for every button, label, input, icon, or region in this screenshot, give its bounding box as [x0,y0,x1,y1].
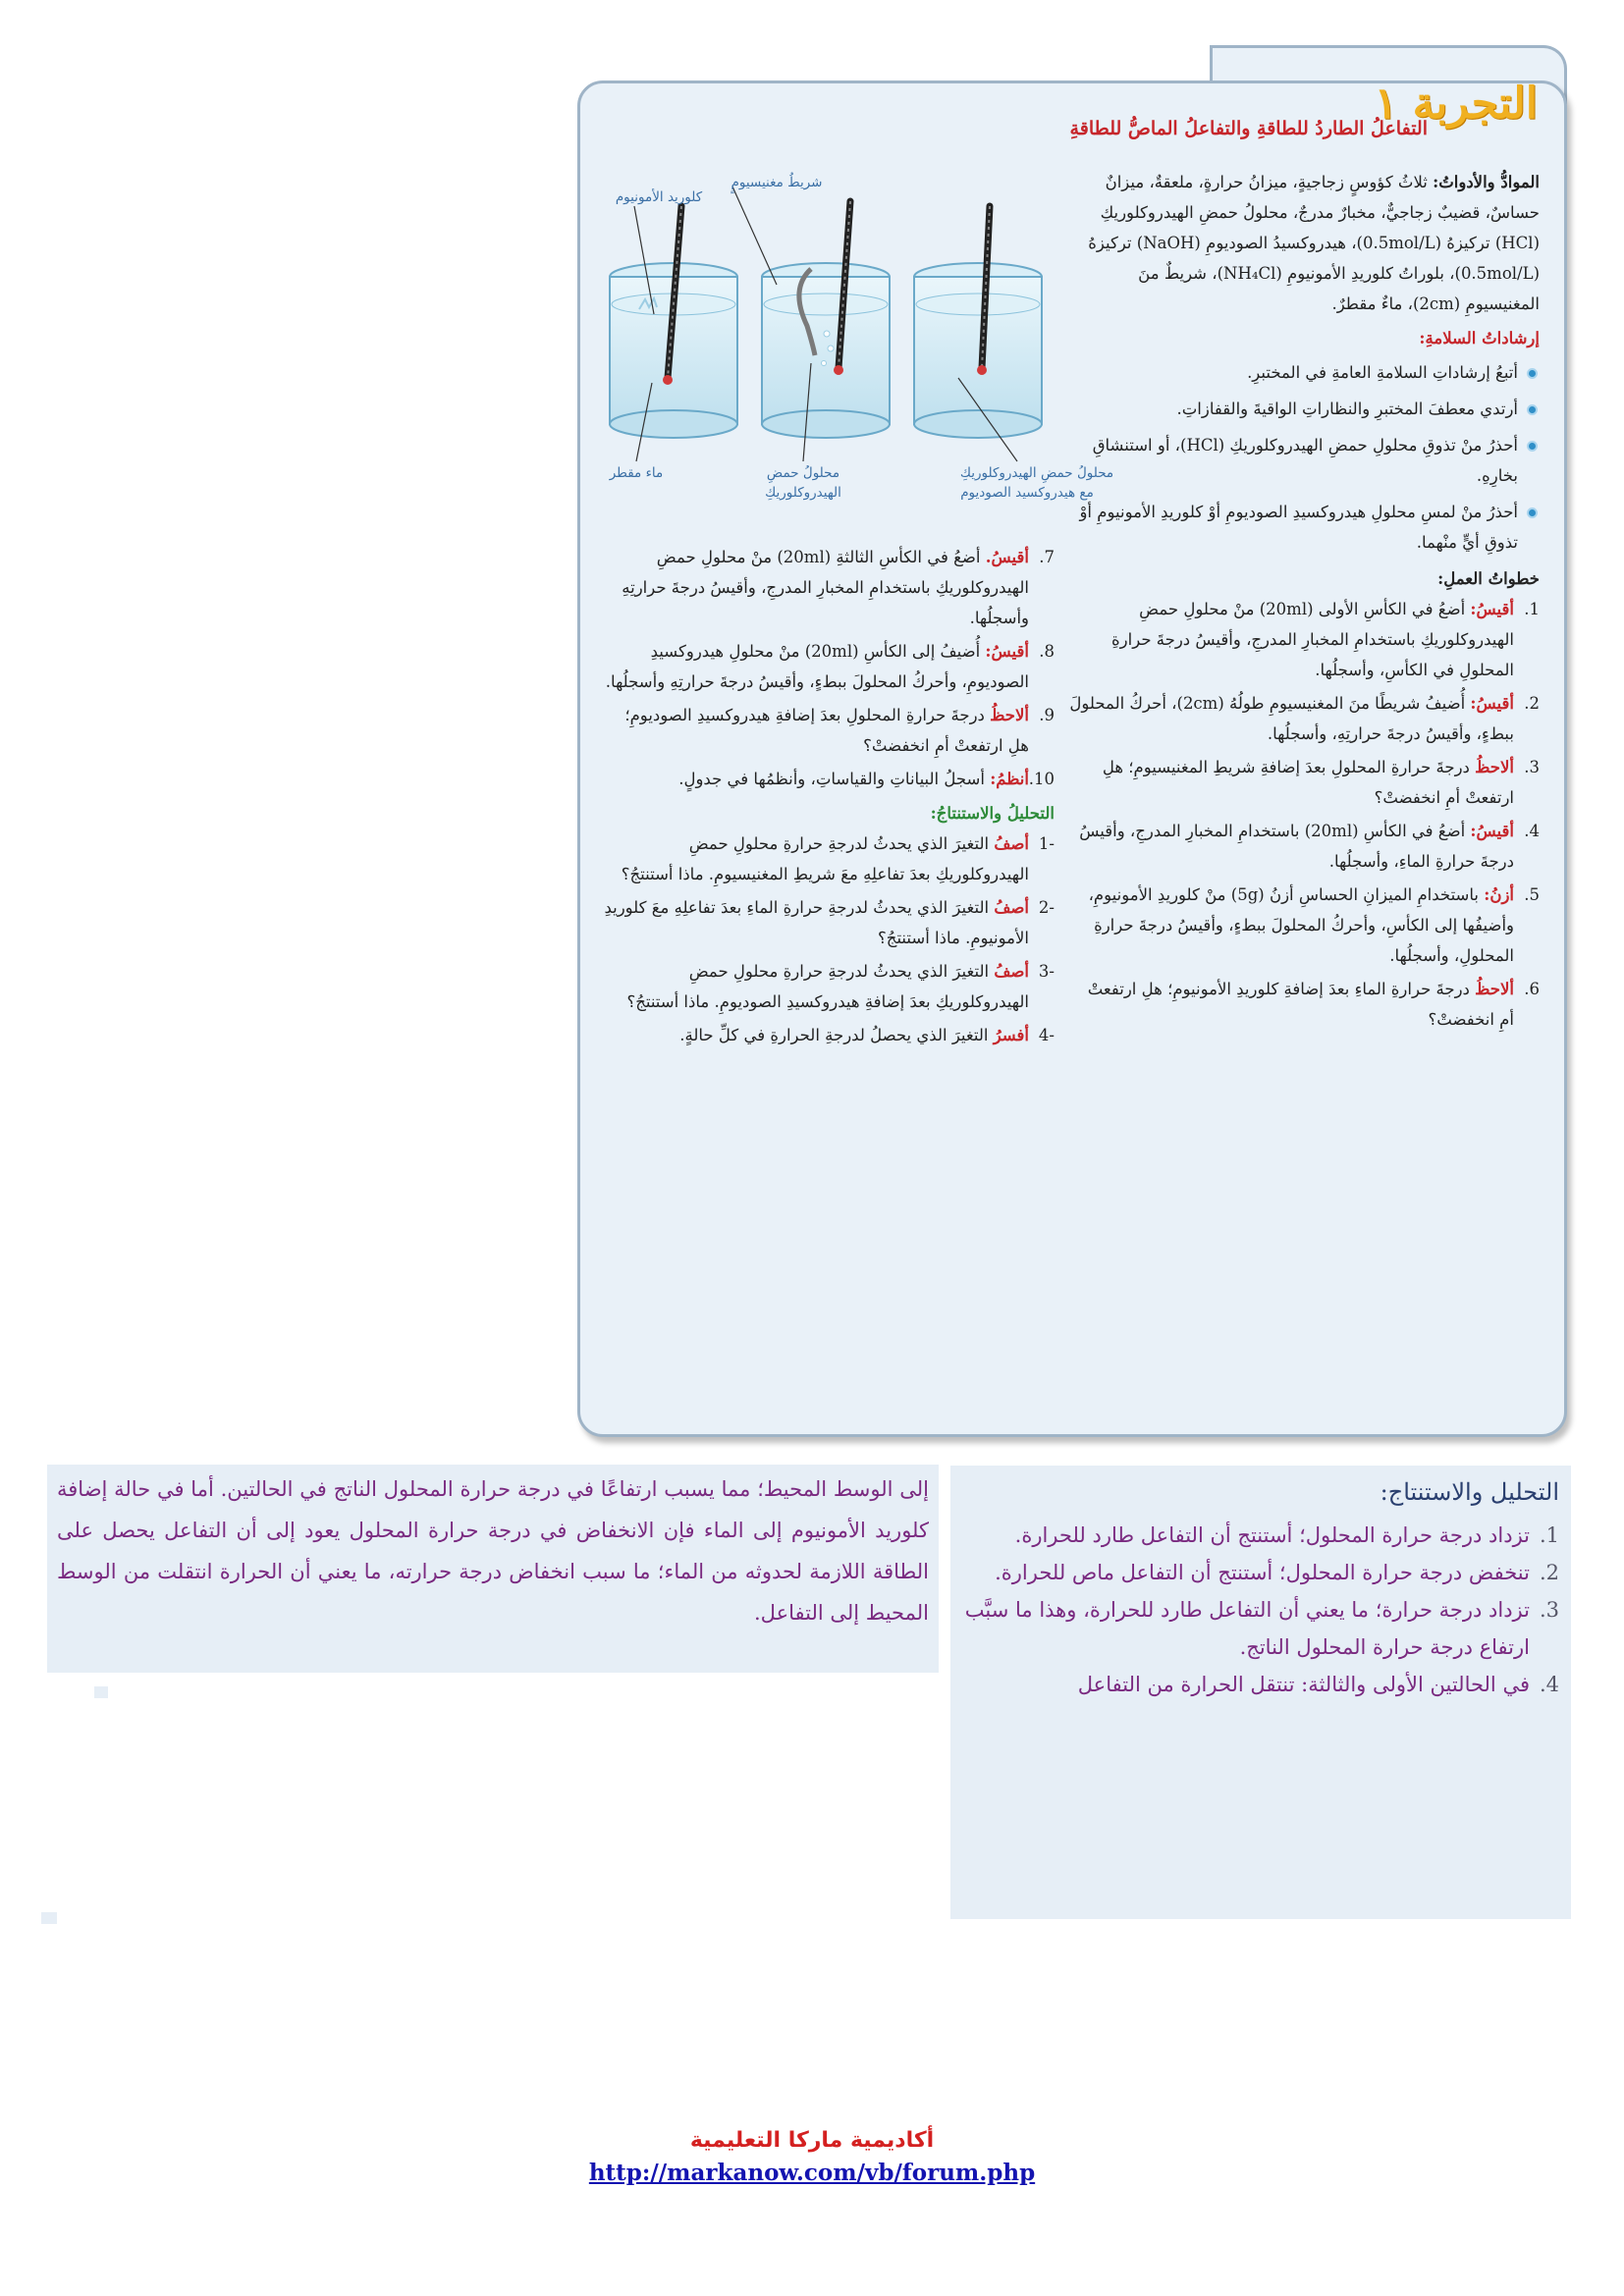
procedure-step: 7. أقيسُ. أضعُ في الكأسِ الثالثةِ (20ml) منْ محلولِ حمضِ الهيدروكلوريكِ باستخدامِ المخبارِ المدرجِ، وأقيسُ درجةَ حرارتِهِ وأسجلُها. [622,548,1055,627]
procedure-step: 2. أقيسُ: أُضيفُ شريطًا منَ المغنيسيومِ طولُهُ (2cm)، أحركُ المحلولَ ببطءٍ، وأقيسُ درجةَ حرارتِهِ، وأسجلُها. [1069,694,1540,743]
safety-item: أحذرُ منْ تذوقِ محلولِ حمضِ الهيدروكلوريكِ (HCl)، أو استنشاقِ بخارِهِ. [1068,430,1540,491]
label-hcl-1: محلولُ حمضِ [766,465,840,481]
experiment-subtitle: التفاعلُ الطاردُ للطاقةِ والتفاعلُ الماصُّ للطاقةِ [1069,118,1428,139]
beaker-mix [914,263,1042,438]
safety-item: أتبعُ إرشاداتِ السلامةِ العامةِ في المختبرِ. [1068,357,1540,388]
procedure-step: 9. ألاحظُ درجةَ حرارةِ المحلولِ بعدَ إضافةِ هيدروكسيدِ الصوديومِ؛ هلِ ارتفعتْ أمِ انخفضتْ؟ [624,706,1055,755]
procedure-list-a [1068,594,1540,1035]
procedure-heading: خطواتُ العملِ: [1437,569,1540,588]
right-column [1068,167,1540,1038]
materials-block [1068,167,1540,319]
footer-academy-name: أكاديمية ماركا التعليمية [689,2128,935,2153]
answers-title: التحليل والاستنتاج: [1380,1478,1559,1506]
procedure-step: 6. ألاحظُ درجةَ حرارةِ الماءِ بعدَ إضافةِ كلوريدِ الأمونيومِ؛ هلِ ارتفعتْ أمِ انخفضتْ؟ [1087,980,1540,1029]
procedure-step: 5. أزنُ: باستخدامِ الميزانِ الحساسِ أزنُ (5g) منْ كلوريدِ الأمونيومِ، وأضيفُها إلى الكأسِ، وأحركُ المحلولَ ببطءٍ، وأقيسُ درجةَ حرارةِ المحلولِ، وأسجلُها. [1088,885,1540,965]
highlight-fragment [94,1686,108,1698]
answer-item: 1. تزداد درجة حرارة المحلول؛ أستنتج أن التفاعل طارد للحرارة. [1014,1523,1559,1547]
safety-item: أحذرُ منْ لمسِ محلولِ هيدروكسيدِ الصوديومِ أوْ كلوريدِ الأمونيومِ أوْ تذوقِ أيٍّ منْهما. [1068,497,1540,558]
bullet-icon [1527,441,1538,452]
label-water: ماء مقطر [609,465,664,481]
label-hcl-2: الهيدروكلوريكِ [765,485,841,501]
answer-item: 3. تزداد درجة حرارة؛ ما يعني أن التفاعل طارد للحرارة، وهذا ما سبَّب ارتفاع درجة حرارة المحلول الناتج. [964,1598,1559,1659]
left-column [601,542,1055,1053]
analysis-item: -3 أصفُ التغيرَ الذي يحدثُ لدرجةِ حرارةِ محلولِ حمضِ الهيدروكلوريكِ بعدَ إضافةِ هيدروكسيدِ الصوديومِ. ماذا أستنتجُ؟ [626,962,1055,1011]
procedure-list-b [601,542,1055,794]
bullet-icon [1527,507,1538,518]
procedure-step: 3. ألاحظُ درجةَ حرارةِ المحلولِ بعدَ إضافةِ شريطِ المغنيسيومِ؛ هلِ ارتفعتْ أمِ انخفضتْ؟ [1102,758,1540,807]
experiment-title: التجربة ١ [1374,79,1538,129]
answer-item: 2. تنخفض درجة حرارة المحلول؛ أستنتج أن التفاعل ماص للحرارة. [995,1561,1559,1584]
analysis-heading: التحليلُ والاستنتاجُ: [930,804,1055,823]
procedure-step: 4. أقيسُ: أضعُ في الكأسِ (20ml) باستخدامِ المخبارِ المدرجِ، وأقيسُ درجةَ حرارةِ الماءِ، وأسجلُها. [1079,822,1540,871]
bullet-icon [1527,368,1538,379]
safety-list [1068,357,1540,558]
beaker-hcl [762,263,890,438]
highlight-fragment [41,1912,57,1924]
label-ammonium: كلوريد الأمونيوم [615,189,703,205]
analysis-item: -2 أصفُ التغيرَ الذي يحدثُ لدرجةِ حرارةِ الماءِ بعدَ تفاعلِهِ معَ كلوريدِ الأمونيومِ. ماذا أستنتجُ؟ [604,898,1055,947]
answer-continuation: إلى الوسط المحيط؛ مما يسبب ارتفاعًا في درجة حرارة المحلول الناتج في الحالتين. أما في حالة إضافة كلوريد الأمونيوم إلى الماء فإن الانخفاض في درجة حرارة المحلول يعود إلى أن التفاعل يحصل على الطاقة اللازمة لحدوثه من الماء؛ ما سبب انخفاض درجة حرارته، ما يعني أن الحرارة انتقلت من الوسط المحيط إلى التفاعل. [47,1465,939,1673]
label-mix-2: مع هيدروكسيد الصوديوم [960,485,1094,501]
beakers-diagram [585,167,1135,520]
analysis-list [601,828,1055,1050]
answers-box [950,1466,1571,1919]
analysis-item: -1 أصفُ التغيرَ الذي يحدثُ لدرجةِ حرارةِ محلولِ حمضِ الهيدروكلوريكِ بعدَ تفاعلِهِ معَ شريطِ المغنيسيومِ. ماذا أستنتجُ؟ [621,834,1055,883]
procedure-step: 10. أنظمُ: أسجلُ البياناتِ والقياساتِ، وأنظمُها في جدولٍ. [678,770,1055,788]
bullet-icon [1527,404,1538,415]
answer-item: 4. في الحالتين الأولى والثالثة: تنتقل الحرارة من التفاعل [1077,1673,1559,1696]
safety-heading: إرشاداتُ السلامةِ: [1419,329,1540,347]
materials-heading: الموادُّ والأدواتُ: [1433,173,1540,191]
label-mix-1: محلولُ حمضِ الهيدروكلوريكِ [959,465,1114,481]
procedure-step: 1. أقيسُ: أضعُ في الكأسِ الأولى (20ml) منْ محلولِ حمضِ الهيدروكلوريكِ باستخدامِ المخبارِ المدرجِ، وأقيسُ درجةَ حرارةِ المحلولِ في الكأسِ، وأسجلُها. [1111,600,1540,679]
materials-text: ثلاثُ كؤوسٍ زجاجيةٍ، ميزانُ حرارةٍ، ملعقةٌ، ميزانٌ حساسٌ، قضيبٌ زجاجيٌّ، مخبارٌ مدرجٌ، محلولُ حمضِ الهيدروكلوريكِ (HCl) تركيزهُ (0.5mol/L)، هيدروكسيدُ الصوديومِ (NaOH) تركيزهُ (0.5mol/L)، بلوراتُ كلوريدِ الأمونيومِ (NH₄Cl)، شريطٌ منَ المغنيسيومِ (2cm)، ماءٌ مقطرٌ. [1088,173,1540,313]
label-magnesium: شريطُ مغنيسيومٍ [731,175,823,190]
safety-item: أرتدي معطفَ المختبرِ والنظاراتِ الواقيةَ والقفازاتِ. [1068,394,1540,424]
procedure-step: 8. أقيسُ: أُضيفُ إلى الكأسِ (20ml) منْ محلولِ هيدروكسيدِ الصوديومِ، وأحركُ المحلولَ ببطءٍ، وأقيسُ درجةَ حرارتِهِ وأسجلُها. [605,642,1055,691]
analysis-item: -4 أفسرُ التغيرَ الذي يحصلُ لدرجةِ الحرارةِ في كلِّ حالةٍ. [679,1026,1055,1044]
footer-link[interactable]: http://markanow.com/vb/forum.php [588,2160,1036,2186]
